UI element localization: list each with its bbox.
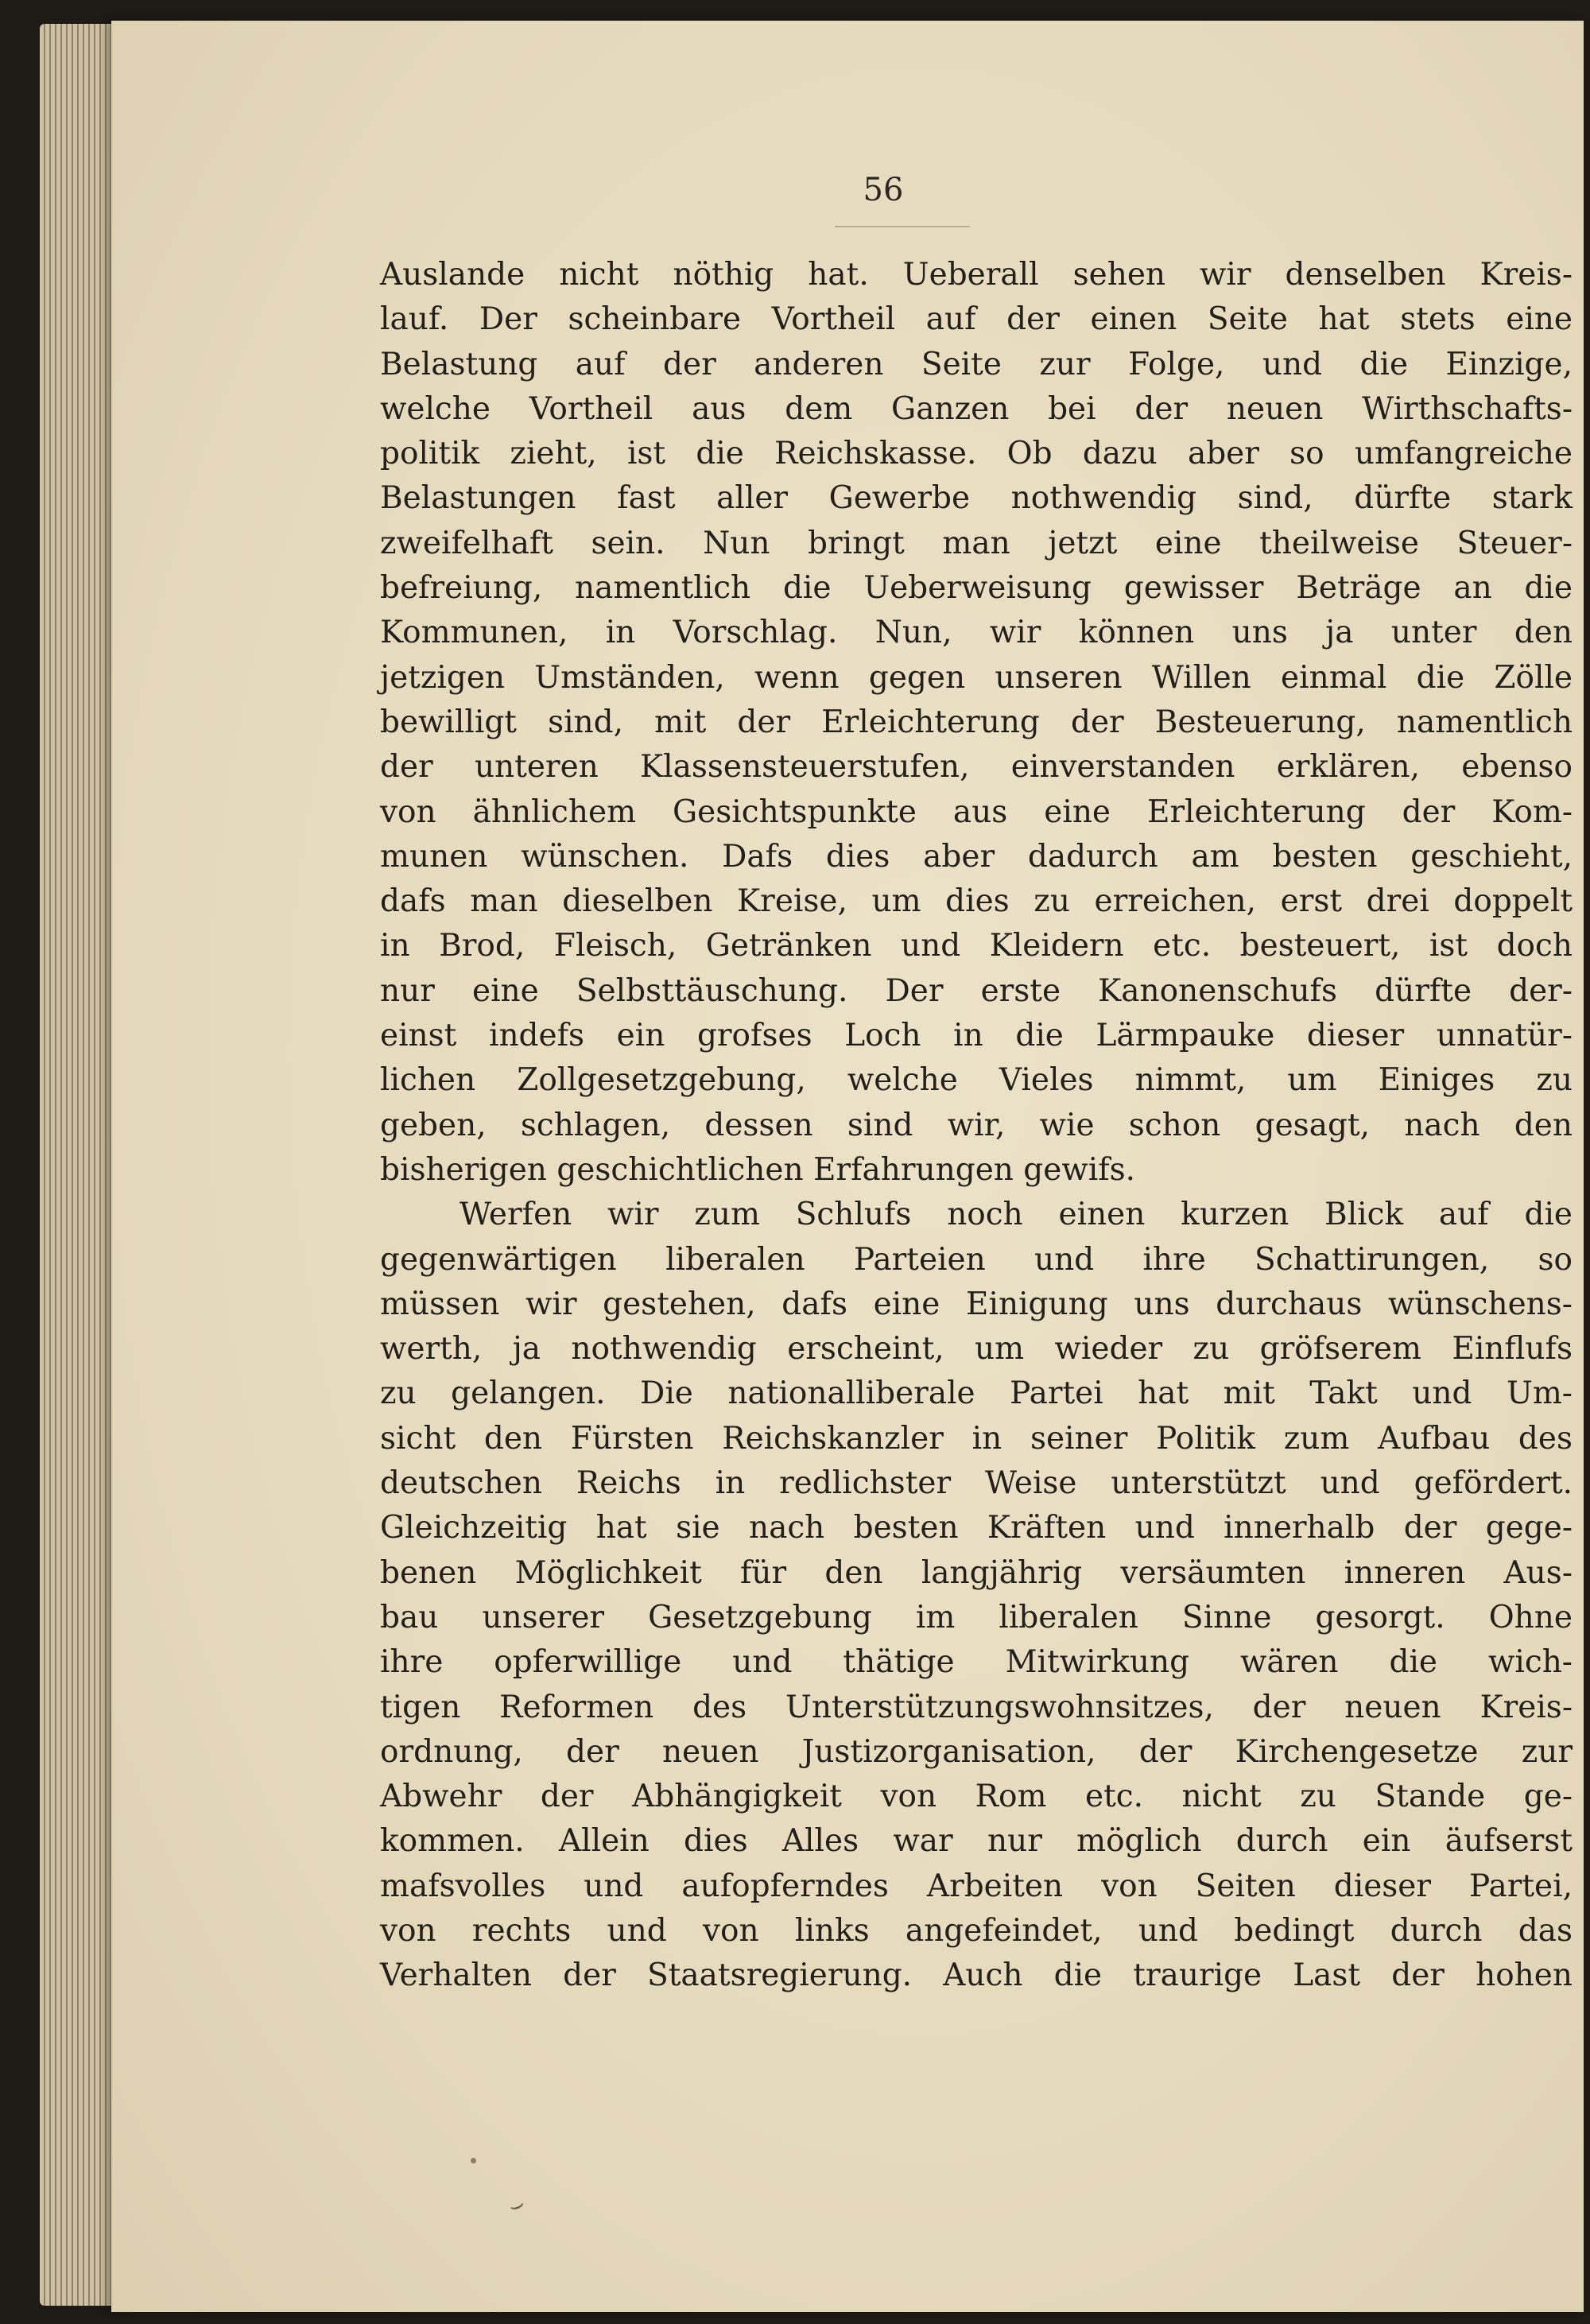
- text-line: tigen Reformen des Unterstützungswohnsitzes, der neuen Kreis-: [380, 1689, 1573, 1725]
- text-line: bisherigen geschichtlichen Erfahrungen gewifs.: [380, 1151, 1136, 1188]
- text-line: mafsvolles und aufopferndes Arbeiten von Seiten dieser Partei,: [380, 1868, 1573, 1904]
- text-line: kommen. Allein dies Alles war nur möglich durch ein äufserst: [380, 1823, 1573, 1860]
- text-line: in Brod, Fleisch, Getränken und Kleidern etc. besteuert, ist doch: [380, 928, 1573, 964]
- text-line: Auslande nicht nöthig hat. Ueberall sehen wir denselben Kreis-: [380, 257, 1573, 293]
- text-line: geben, schlagen, dessen sind wir, wie schon gesagt, nach den: [380, 1107, 1573, 1143]
- text-line: munen wünschen. Dafs dies aber dadurch am besten geschieht,: [380, 838, 1573, 875]
- text-line: Verhalten der Staatsregierung. Auch die traurige Last der hohen: [380, 1957, 1573, 1994]
- text-line: müssen wir gestehen, dafs eine Einigung uns durchaus wünschens-: [380, 1286, 1573, 1322]
- text-line: deutschen Reichs in redlichster Weise unterstützt und gefördert.: [380, 1465, 1573, 1502]
- text-line: sicht den Fürsten Reichskanzler in seiner Politik zum Aufbau des: [380, 1420, 1573, 1457]
- text-line: gegenwärtigen liberalen Parteien und ihre Schattirungen, so: [380, 1241, 1573, 1278]
- book-page: [111, 21, 1584, 2312]
- pencil-mark: ⌣: [504, 2189, 529, 2221]
- body-text: [380, 253, 1573, 1999]
- text-line: von rechts und von links angefeindet, und bedingt durch das: [380, 1912, 1573, 1949]
- text-line: politik zieht, ist die Reichskasse. Ob dazu aber so umfangreiche: [380, 436, 1573, 472]
- text-line: jetzigen Umständen, wenn gegen unseren Willen einmal die Zölle: [380, 659, 1573, 696]
- text-line: bewilligt sind, mit der Erleichterung der Besteuerung, namentlich: [380, 704, 1573, 740]
- text-line: lauf. Der scheinbare Vortheil auf der einen Seite hat stets eine: [380, 301, 1573, 338]
- text-line: Abwehr der Abhängigkeit von Rom etc. nicht zu Stande ge-: [380, 1779, 1573, 1815]
- text-line: einst indefs ein grofses Loch in die Lärmpauke dieser unnatür-: [380, 1018, 1573, 1054]
- text-line: ihre opferwillige und thätige Mitwirkung wären die wich-: [380, 1644, 1573, 1681]
- ink-speck: [471, 2158, 476, 2163]
- text-line: zweifelhaft sein. Nun bringt man jetzt eine theilweise Steuer-: [380, 525, 1573, 561]
- page-number: 56: [863, 172, 904, 208]
- text-line: von ähnlichem Gesichtspunkte aus eine Erleichterung der Kom-: [380, 793, 1573, 830]
- text-line: benen Möglichkeit für den langjährig versäumten inneren Aus-: [380, 1554, 1573, 1591]
- page-header: [111, 172, 1584, 208]
- text-line: der unteren Klassensteuerstufen, einverstanden erklären, ebenso: [380, 749, 1573, 786]
- text-line: dafs man dieselben Kreise, um dies zu erreichen, erst drei doppelt: [380, 883, 1573, 920]
- text-line: werth, ja nothwendig erscheint, um wieder zu gröfserem Einflufs: [380, 1331, 1573, 1368]
- text-line: Belastungen fast aller Gewerbe nothwendig sind, dürfte stark: [380, 480, 1573, 517]
- text-line: nur eine Selbsttäuschung. Der erste Kanonenschufs dürfte der-: [380, 972, 1573, 1009]
- text-line: Gleichzeitig hat sie nach besten Kräften und innerhalb der gege-: [380, 1510, 1573, 1546]
- text-line: Kommunen, in Vorschlag. Nun, wir können uns ja unter den: [380, 615, 1573, 651]
- text-line: lichen Zollgesetzgebung, welche Vieles nimmt, um Einiges zu: [380, 1062, 1573, 1099]
- text-line: bau unserer Gesetzgebung im liberalen Sinne gesorgt. Ohne: [380, 1599, 1573, 1635]
- text-line: ordnung, der neuen Justizorganisation, der Kirchengesetze zur: [380, 1733, 1573, 1770]
- text-line: befreiung, namentlich die Ueberweisung gewisser Beträge an die: [380, 570, 1573, 607]
- header-rule: [835, 226, 970, 227]
- text-line: welche Vortheil aus dem Ganzen bei der neuen Wirthschafts-: [380, 390, 1573, 427]
- text-line: Belastung auf der anderen Seite zur Folge, und die Einzige,: [380, 346, 1573, 382]
- text-line: zu gelangen. Die nationalliberale Partei hat mit Takt und Um-: [380, 1375, 1573, 1412]
- text-line: Werfen wir zum Schlufs noch einen kurzen Blick auf die: [460, 1197, 1573, 1233]
